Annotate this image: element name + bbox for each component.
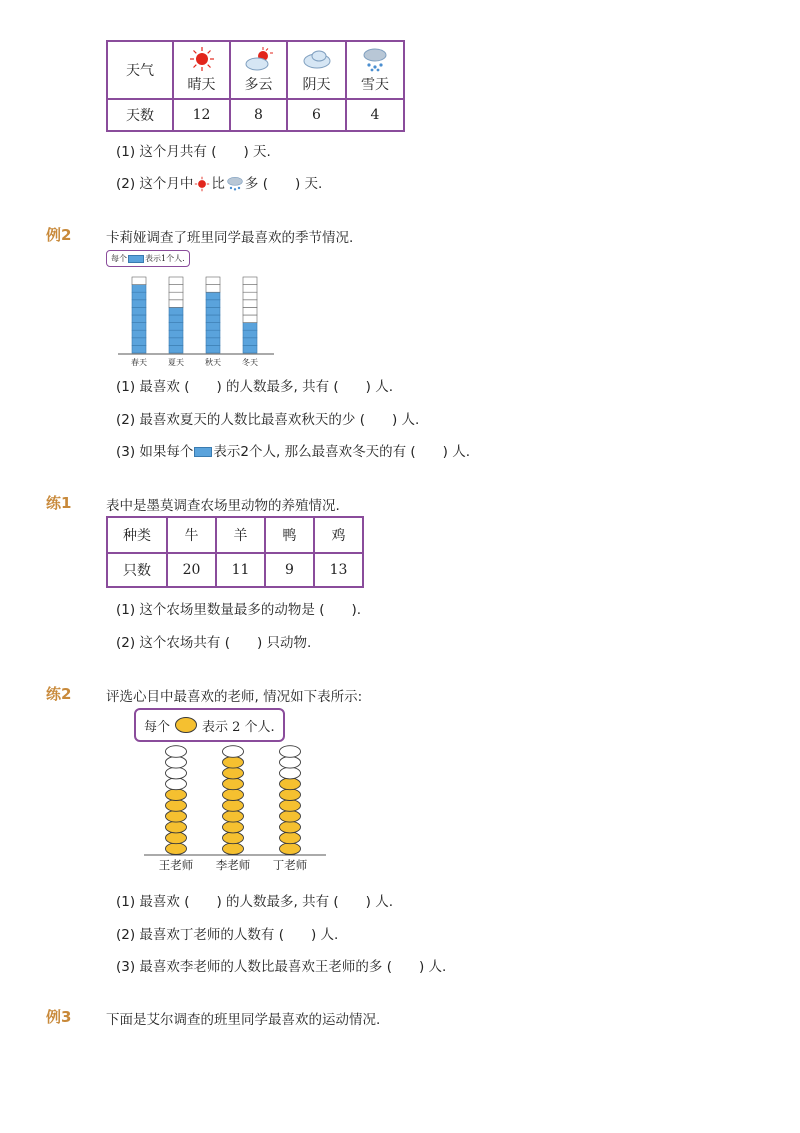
bar-unit-filled (243, 330, 257, 338)
pictograph-unit-filled (166, 832, 187, 844)
weather-label-snow: 雪天 (361, 77, 389, 93)
practice2-question-1: (1) 最喜欢 ( ) 的人数最多, 共有 ( ) 人. (116, 894, 394, 910)
example2-legend-prefix: 每个 (111, 254, 127, 263)
bar-unit-filled (243, 338, 257, 346)
blue-square-icon (128, 255, 144, 263)
bar-unit-empty (206, 277, 220, 285)
bar-unit-filled (206, 338, 220, 346)
weather-q2-suffix: 多 ( ) 天. (244, 176, 323, 192)
practice2-legend-prefix: 每个 (144, 719, 171, 735)
example2-label: 例2 (46, 226, 72, 244)
category-label: 李老师 (215, 858, 251, 872)
practice1-label: 练1 (46, 494, 72, 512)
pictograph-unit-filled (223, 832, 244, 844)
days-row-header: 天数 (107, 99, 173, 131)
farm-animal-cow: 牛 (167, 517, 216, 553)
pictograph-unit-filled (280, 778, 301, 790)
practice2-legend-suffix: 表示 2 个人. (202, 719, 275, 735)
bar-unit-filled (206, 292, 220, 300)
example2-q3-suffix: 表示2个人, 那么最喜欢冬天的有 ( ) 人. (213, 444, 471, 460)
bar-unit-empty (243, 292, 257, 300)
days-partly-cloudy: 8 (230, 99, 287, 131)
weather-cell-snow (346, 41, 404, 99)
practice2-prompt: 评选心目中最喜欢的老师, 情况如下表所示: (106, 689, 363, 705)
weather-label-sunny: 晴天 (187, 77, 216, 93)
blue-square-icon (194, 447, 212, 457)
farm-count-cow: 20 (167, 553, 216, 587)
bar-unit-filled (169, 315, 183, 323)
snow-cloud-icon (360, 46, 390, 72)
category-label: 王老师 (158, 858, 194, 872)
pictograph-unit-empty (166, 767, 187, 779)
pictograph-unit-filled (223, 843, 244, 855)
bar-unit-filled (132, 345, 146, 353)
days-sunny: 12 (173, 99, 230, 131)
bar-unit-filled (243, 345, 257, 353)
cloud-icon (301, 46, 333, 72)
bar-unit-empty (243, 315, 257, 323)
sun-icon (193, 176, 211, 192)
weather-cell-cloudy (287, 41, 346, 99)
weather-cell-partly-cloudy (230, 41, 287, 99)
example2-legend (106, 250, 190, 267)
pictograph-unit-empty (280, 757, 301, 769)
bar-unit-filled (169, 330, 183, 338)
practice2-legend (134, 708, 285, 742)
farm-row-header-type: 种类 (107, 517, 167, 553)
weather-row-header: 天气 (107, 41, 173, 99)
pictograph-unit-filled (223, 821, 244, 833)
practice2-label: 练2 (46, 685, 72, 703)
weather-q2-prefix: (2) 这个月中 (116, 176, 194, 192)
weather-label-cloudy: 阴天 (302, 77, 331, 93)
bar-unit-filled (132, 338, 146, 346)
practice1-question-1: (1) 这个农场里数量最多的动物是 ( ). (116, 602, 362, 618)
example2-q3-prefix: (3) 如果每个 (116, 444, 194, 460)
pictograph-unit-filled (223, 789, 244, 801)
example3-prompt: 下面是艾尔调查的班里同学最喜欢的运动情况. (106, 1012, 381, 1028)
bar-unit-empty (243, 285, 257, 293)
bar-unit-filled (206, 330, 220, 338)
pictograph-unit-filled (280, 832, 301, 844)
bar-unit-empty (243, 277, 257, 285)
bar-unit-empty (169, 285, 183, 293)
bar-unit-filled (206, 300, 220, 308)
pictograph-unit-filled (223, 757, 244, 769)
bar-unit-empty (169, 292, 183, 300)
teachers-pictograph (140, 742, 330, 882)
pictograph-unit-filled (280, 843, 301, 855)
days-snow: 4 (346, 99, 404, 131)
pictograph-unit-filled (280, 811, 301, 823)
pictograph-unit-empty (166, 778, 187, 790)
sun-icon (187, 46, 217, 72)
pictograph-unit-empty (166, 746, 187, 758)
bar-unit-filled (243, 323, 257, 331)
bar-unit-empty (169, 277, 183, 285)
pictograph-unit-filled (166, 821, 187, 833)
bar-unit-filled (206, 323, 220, 331)
pictograph-unit-empty (223, 746, 244, 758)
pictograph-unit-filled (166, 789, 187, 801)
snow-cloud-icon (225, 175, 245, 193)
days-cloudy: 6 (287, 99, 346, 131)
bar-unit-empty (132, 277, 146, 285)
farm-count-chicken: 13 (314, 553, 363, 587)
example2-question-1: (1) 最喜欢 ( ) 的人数最多, 共有 ( ) 人. (116, 379, 394, 395)
bar-unit-filled (132, 315, 146, 323)
bar-unit-filled (169, 307, 183, 315)
pictograph-unit-empty (280, 746, 301, 758)
bar-unit-empty (169, 300, 183, 308)
farm-count-sheep: 11 (216, 553, 265, 587)
bar-unit-empty (206, 285, 220, 293)
practice1-question-2: (2) 这个农场共有 ( ) 只动物. (116, 635, 312, 651)
pictograph-unit-filled (223, 811, 244, 823)
pictograph-unit-empty (166, 757, 187, 769)
weather-q2-compare: 比 (211, 176, 225, 192)
farm-row-header-count: 只数 (107, 553, 167, 587)
pictograph-unit-filled (166, 811, 187, 823)
example2-prompt: 卡莉娅调查了班里同学最喜欢的季节情况. (106, 230, 354, 246)
practice1-prompt: 表中是墨莫调查农场里动物的养殖情况. (106, 498, 340, 514)
pictograph-unit-filled (223, 778, 244, 790)
bar-unit-empty (243, 307, 257, 315)
category-label: 夏天 (168, 358, 184, 367)
farm-table (106, 516, 364, 588)
category-label: 丁老师 (272, 858, 308, 872)
practice2-question-2: (2) 最喜欢丁老师的人数有 ( ) 人. (116, 927, 339, 943)
bar-unit-filled (132, 292, 146, 300)
farm-animal-sheep: 羊 (216, 517, 265, 553)
practice2-question-3: (3) 最喜欢李老师的人数比最喜欢王老师的多 ( ) 人. (116, 959, 447, 975)
weather-cell-sunny (173, 41, 230, 99)
example2-question-3 (116, 440, 470, 460)
bar-unit-filled (132, 323, 146, 331)
pictograph-unit-filled (223, 800, 244, 812)
farm-count-duck: 9 (265, 553, 314, 587)
bar-unit-filled (206, 345, 220, 353)
bar-unit-filled (132, 307, 146, 315)
category-label: 春天 (131, 358, 147, 367)
bar-unit-filled (206, 307, 220, 315)
farm-animal-chicken: 鸡 (314, 517, 363, 553)
weather-label-partly-cloudy: 多云 (244, 77, 273, 93)
bar-unit-filled (132, 285, 146, 293)
farm-animal-duck: 鸭 (265, 517, 314, 553)
category-label: 冬天 (242, 358, 258, 367)
example2-legend-suffix: 表示1个人. (145, 254, 185, 263)
bar-unit-filled (169, 338, 183, 346)
weather-question-1: (1) 这个月共有 ( ) 天. (116, 144, 271, 160)
pictograph-unit-filled (280, 789, 301, 801)
bar-unit-filled (132, 330, 146, 338)
bar-unit-filled (169, 323, 183, 331)
pictograph-unit-filled (280, 800, 301, 812)
bar-unit-filled (169, 345, 183, 353)
weather-table (106, 40, 405, 132)
example3-label: 例3 (46, 1008, 72, 1026)
bar-unit-filled (132, 300, 146, 308)
example2-question-2: (2) 最喜欢夏天的人数比最喜欢秋天的少 ( ) 人. (116, 412, 420, 428)
pictograph-unit-filled (223, 767, 244, 779)
yellow-coin-icon (174, 716, 198, 734)
category-label: 秋天 (205, 358, 221, 367)
partly-cloudy-icon (243, 46, 275, 72)
weather-question-2 (116, 172, 322, 193)
pictograph-unit-filled (166, 800, 187, 812)
pictograph-unit-filled (280, 821, 301, 833)
bar-unit-filled (206, 315, 220, 323)
pictograph-unit-filled (166, 843, 187, 855)
seasons-pictograph (118, 272, 278, 370)
pictograph-unit-empty (280, 767, 301, 779)
bar-unit-empty (243, 300, 257, 308)
